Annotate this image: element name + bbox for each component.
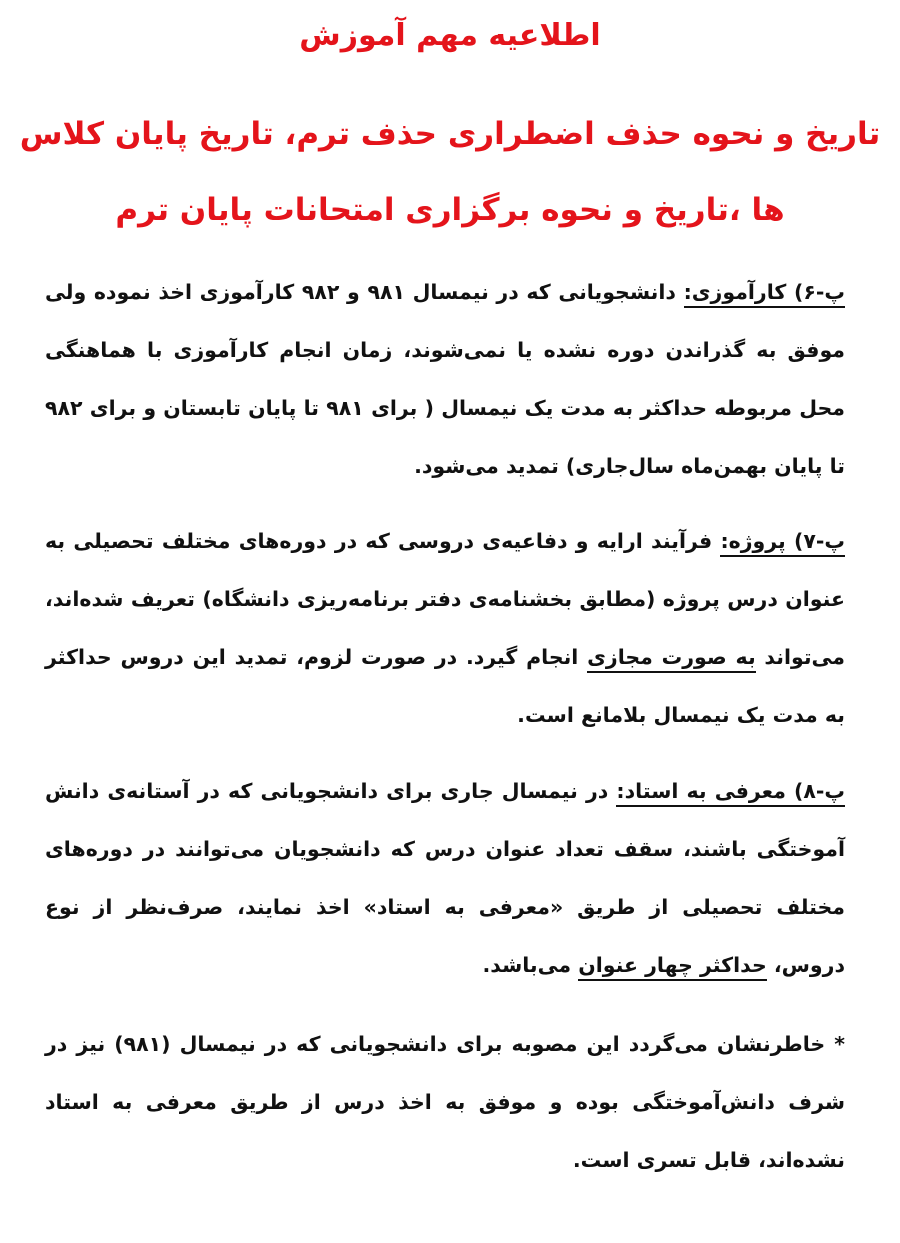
clause-p7 xyxy=(45,512,845,744)
clause-p6-text: دانشجویانی که در نیمسال ۹۸۱ و ۹۸۲ کارآموزی اخذ نموده ولی موفق به گذراندن دوره نشده یا نمی‌شوند، زمان انجام کارآموزی با هماهنگی محل مربوطه حداکثر به مدت یک نیمسال ( برای ۹۸۱ تا پایان تابستان و برای ۹۸۲ تا پایان بهمن‌ماه سال‌جاری) تمدید می‌شود. xyxy=(45,280,845,478)
subtitle-line-2: ها ،تاریخ و نحوه برگزاری امتحانات پایان ترم xyxy=(115,192,785,228)
clause-p8-label: پ-۸) معرفی به استاد: xyxy=(616,779,845,807)
clause-p8-text-after: می‌باشد. xyxy=(482,953,579,977)
announcement-subtitle xyxy=(0,96,900,248)
footnote-bullet: * xyxy=(834,1032,845,1056)
clause-p6-label: پ-۶) کارآموزی: xyxy=(684,280,845,308)
clause-p6 xyxy=(45,263,845,495)
clause-p7-text-before: فرآیند ارایه و دفاعیه‌ی دروسی که در دوره‌های مختلف تحصیلی به عنوان درس پروژه (مطابق بخشنامه‌ی دفتر برنامه‌ریزی دانشگاه) تعریف شده‌اند، می‌تواند xyxy=(45,529,845,669)
subtitle-line-1: تاریخ و نحوه حذف اضطراری حذف ترم، تاریخ پایان کلاس xyxy=(19,116,881,152)
clause-p8-emphasis: حداکثر چهار عنوان xyxy=(578,953,767,981)
clause-p7-text-after: انجام گیرد. در صورت لزوم، تمدید این دروس حداکثر به مدت یک نیمسال بلامانع است. xyxy=(45,645,845,727)
footnote-text: خاطرنشان می‌گردد این مصوبه برای دانشجویانی که در نیمسال (۹۸۱) نیز در شرف دانش‌آموختگی بوده و موفق به اخذ درس از طریق معرفی به استاد نشده‌اند، قابل تسری است. xyxy=(45,1032,845,1172)
footnote xyxy=(45,1015,845,1189)
announcement-title: اطلاعیه مهم آموزش xyxy=(299,18,601,53)
clause-p7-emphasis: به صورت مجازی xyxy=(587,645,756,673)
clause-p8-text-before: در نیمسال جاری برای دانشجویانی که در آستانه‌ی دانش آموختگی باشند، سقف تعداد عنوان درس که دانشجویان می‌توانند در دوره‌های مختلف تحصیلی از طریق «معرفی به استاد» اخذ نمایند، صرف‌نظر از نوع دروس، xyxy=(45,779,845,977)
clause-p7-label: پ-۷) پروژه: xyxy=(720,529,845,557)
clause-p8 xyxy=(45,762,845,994)
